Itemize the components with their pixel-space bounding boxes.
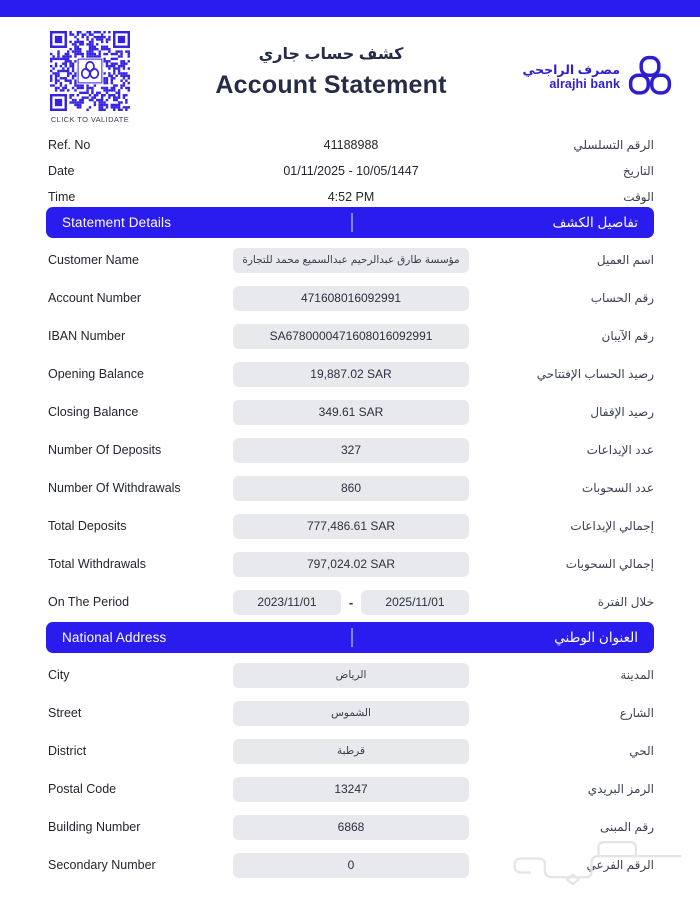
row-value-field: 471608016092991 <box>233 286 469 311</box>
row-label-arabic: رقم الحساب <box>590 291 654 305</box>
row-label: Building Number <box>48 820 141 834</box>
meta-label: Time <box>48 190 76 204</box>
row-value-field: 777,486.61 SAR <box>233 514 469 539</box>
banner-label-english: National Address <box>62 630 167 645</box>
row-value-wrap <box>228 514 474 539</box>
row-label: Number Of Deposits <box>48 443 162 457</box>
table-row <box>0 846 700 884</box>
bank-name-english: alrajhi bank <box>549 77 620 91</box>
banner-divider <box>351 628 353 647</box>
table-row <box>0 732 700 770</box>
row-label-arabic: إجمالي الإيداعات <box>570 519 654 533</box>
table-row <box>0 469 700 507</box>
row-value-wrap <box>228 853 474 878</box>
statement-details-rows <box>0 241 700 621</box>
row-label-arabic: رصيد الحساب الإفتتاحي <box>536 367 654 381</box>
row-value-field: 797,024.02 SAR <box>233 552 469 577</box>
meta-row-date <box>0 158 700 184</box>
meta-value: 4:52 PM <box>327 190 375 204</box>
row-value-wrap <box>228 362 474 387</box>
statement-details-banner <box>46 207 654 238</box>
banner-divider <box>351 213 353 232</box>
row-label: IBAN Number <box>48 329 126 343</box>
bank-name-arabic: مصرف الراجحي <box>522 62 620 77</box>
page-title-arabic: كشف حساب جاري <box>258 46 404 63</box>
row-value-wrap <box>228 701 474 726</box>
row-label: Number Of Withdrawals <box>48 481 181 495</box>
row-label-arabic: خلال الفترة <box>597 595 654 609</box>
table-row <box>0 770 700 808</box>
title-block <box>140 31 522 100</box>
table-row <box>0 393 700 431</box>
statement-meta-list <box>0 132 700 210</box>
row-value-wrap <box>228 815 474 840</box>
row-value-field: 13247 <box>233 777 469 802</box>
qr-validation-block[interactable] <box>40 31 140 124</box>
bank-logo-text <box>522 63 620 92</box>
banner-label-english: Statement Details <box>62 215 172 230</box>
row-label: Street <box>48 706 82 720</box>
row-value-field: 327 <box>233 438 469 463</box>
row-value-wrap <box>228 777 474 802</box>
row-value-wrap <box>228 400 474 425</box>
qr-code-icon[interactable] <box>50 31 130 111</box>
row-label-arabic: عدد الإيداعات <box>586 443 654 457</box>
row-label-arabic: الرمز البريدي <box>587 782 654 796</box>
row-label-arabic: المدينة <box>620 668 654 682</box>
period-separator: - <box>348 594 354 610</box>
meta-value: 41188988 <box>323 138 379 152</box>
row-label: Customer Name <box>48 253 139 267</box>
meta-label: Date <box>48 164 75 178</box>
national-address-rows <box>0 656 700 884</box>
row-value-field: 349.61 SAR <box>233 400 469 425</box>
row-value-wrap <box>228 476 474 501</box>
row-label-arabic: رقم الآيبان <box>601 329 654 343</box>
row-label: Closing Balance <box>48 405 139 419</box>
row-value-wrap <box>228 324 474 349</box>
row-label: Opening Balance <box>48 367 144 381</box>
table-row <box>0 355 700 393</box>
table-row <box>0 241 700 279</box>
row-label-arabic: الرقم الفرعي <box>586 858 654 872</box>
row-value-wrap <box>228 739 474 764</box>
row-value-wrap <box>228 438 474 463</box>
table-row <box>0 808 700 846</box>
row-label: City <box>48 668 70 682</box>
qr-caption: CLICK TO VALIDATE <box>50 115 130 124</box>
period-from-field: 2023/11/01 <box>233 590 341 615</box>
period-value-wrap <box>228 590 474 615</box>
row-label: Total Withdrawals <box>48 557 146 571</box>
top-accent-bar <box>0 0 700 17</box>
row-value-field: 860 <box>233 476 469 501</box>
meta-label: Ref. No <box>48 138 91 152</box>
table-row <box>0 694 700 732</box>
period-to-field: 2025/11/01 <box>361 590 469 615</box>
page-title: Account Statement <box>215 71 447 99</box>
row-label-arabic: إجمالي السحوبات <box>565 557 654 571</box>
row-label-arabic: رقم المبنى <box>599 820 654 834</box>
alrajhi-logo-icon <box>628 55 672 99</box>
row-value-field: الشموس <box>233 701 469 726</box>
row-label: Total Deposits <box>48 519 127 533</box>
row-label: On The Period <box>48 595 130 609</box>
table-row <box>0 431 700 469</box>
bank-logo <box>522 31 672 99</box>
banner-label-arabic: تفاصيل الكشف <box>552 214 638 230</box>
statement-header <box>0 17 700 130</box>
national-address-banner <box>46 622 654 653</box>
period-row <box>0 583 700 621</box>
row-label-arabic: عدد السحوبات <box>581 481 654 495</box>
meta-label-arabic: التاريخ <box>622 164 654 178</box>
row-value-field: قرطبة <box>233 739 469 764</box>
row-label-arabic: رصيد الإقفال <box>590 405 654 419</box>
row-label-arabic: الحي <box>629 744 654 758</box>
table-row <box>0 317 700 355</box>
table-row <box>0 656 700 694</box>
row-value-wrap <box>228 663 474 688</box>
row-label: Secondary Number <box>48 858 156 872</box>
row-value-field: الرياض <box>233 663 469 688</box>
row-label: District <box>48 744 87 758</box>
row-value-wrap <box>228 286 474 311</box>
row-value-field: 0 <box>233 853 469 878</box>
row-value-field: مؤسسة طارق عبدالرحيم عبدالسميع محمد للتجارة <box>233 248 469 273</box>
table-row <box>0 507 700 545</box>
row-value-wrap <box>228 248 474 273</box>
row-label: Account Number <box>48 291 142 305</box>
row-value-wrap <box>228 552 474 577</box>
row-label-arabic: الشارع <box>619 706 654 720</box>
banner-label-arabic: العنوان الوطني <box>554 629 638 645</box>
row-value-field: 19,887.02 SAR <box>233 362 469 387</box>
table-row <box>0 545 700 583</box>
table-row <box>0 279 700 317</box>
row-label-arabic: اسم العميل <box>596 253 654 267</box>
meta-value: 01/11/2025 - 10/05/1447 <box>283 164 419 178</box>
row-label: Postal Code <box>48 782 117 796</box>
meta-label-arabic: الوقت <box>623 190 654 204</box>
row-value-field: SA6780000471608016092991 <box>233 324 469 349</box>
row-value-field: 6868 <box>233 815 469 840</box>
meta-row-ref <box>0 132 700 158</box>
meta-label-arabic: الرقم التسلسلي <box>573 138 654 152</box>
